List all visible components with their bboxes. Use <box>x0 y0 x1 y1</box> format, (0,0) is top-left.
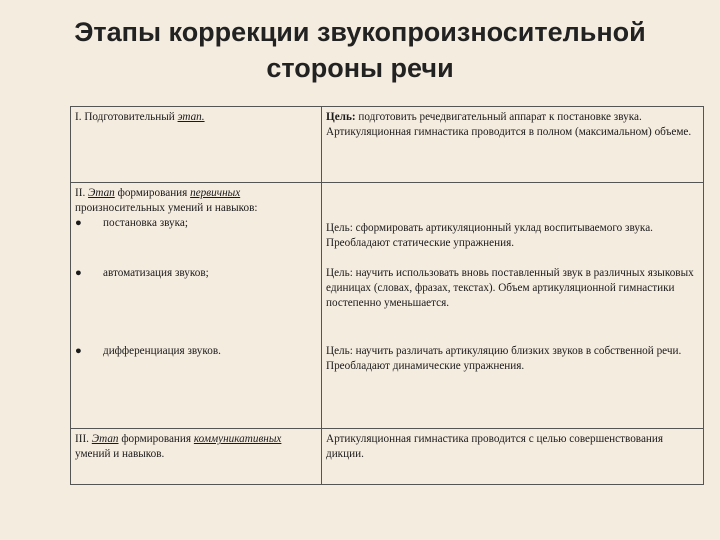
table-row <box>71 429 704 485</box>
stage-text: формирования <box>114 187 191 199</box>
stages-table <box>70 106 704 485</box>
bullet-icon: ● <box>75 266 82 279</box>
goal-text: Цель: сформировать артикуляционный уклад воспитываемого звука. Преобладают статические упражнения. <box>326 222 653 249</box>
stage-emphasis: этап. <box>177 111 205 123</box>
goal-text: Артикуляционная гимнастика проводится с целью совершенствования дикции. <box>326 433 664 460</box>
goal-cell <box>322 341 704 429</box>
goal-cell <box>322 429 704 485</box>
bullet-icon: ● <box>75 344 82 357</box>
stage-label: II. <box>75 187 89 199</box>
stage-text: формирования <box>118 433 194 445</box>
page-title <box>0 14 720 86</box>
stage-emphasis: Этап <box>91 433 119 445</box>
list-item <box>75 266 317 281</box>
stage-cell <box>71 429 322 485</box>
stage-emphasis: Этап <box>88 187 115 199</box>
goal-cell <box>322 183 704 263</box>
stage-cell <box>71 107 322 183</box>
list-item-label: дифференциация звуков. <box>103 344 221 357</box>
stage-label: I. Подготовительный <box>75 111 178 123</box>
title-line-2: стороны речи <box>266 53 454 83</box>
goal-text: Цель: научить использовать вновь поставленный звук в различных языковых единицах (словах, фразах, текстах). Объем артикуляционной гимнастики постепенно уменьшается. <box>326 266 694 309</box>
table-row <box>71 341 704 429</box>
list-item <box>75 216 317 231</box>
list-item-label: постановка звука; <box>103 217 188 229</box>
goal-lead: Цель: <box>326 111 356 123</box>
goal-text: Цель: научить различать артикуляцию близких звуков в собственной речи. Преобладают динамические упражнения. <box>326 344 682 372</box>
list-item-label: автоматизация звуков; <box>103 266 209 279</box>
table-row <box>71 107 704 183</box>
stage-emphasis: коммуникативных <box>193 433 282 445</box>
goal-cell <box>322 107 704 183</box>
table-row <box>71 263 704 341</box>
stage-cell <box>71 183 322 263</box>
bullet-icon: ● <box>75 217 82 229</box>
stage-text: произносительных умений и навыков: <box>75 202 258 214</box>
stage-text: умений и навыков. <box>75 448 165 460</box>
stage-emphasis: первичных <box>190 187 241 199</box>
title-line-1: Этапы коррекции звукопроизносительной <box>74 17 646 47</box>
goal-text: подготовить речедвигательный аппарат к постановке звука. Артикуляционная гимнастика проводится в полном (максимальном) объеме. <box>326 111 692 138</box>
goal-cell <box>322 263 704 341</box>
table-row <box>71 183 704 263</box>
list-item <box>75 344 317 359</box>
stage-cell <box>71 263 322 341</box>
stage-label: III. <box>75 433 92 445</box>
stage-cell <box>71 341 322 429</box>
